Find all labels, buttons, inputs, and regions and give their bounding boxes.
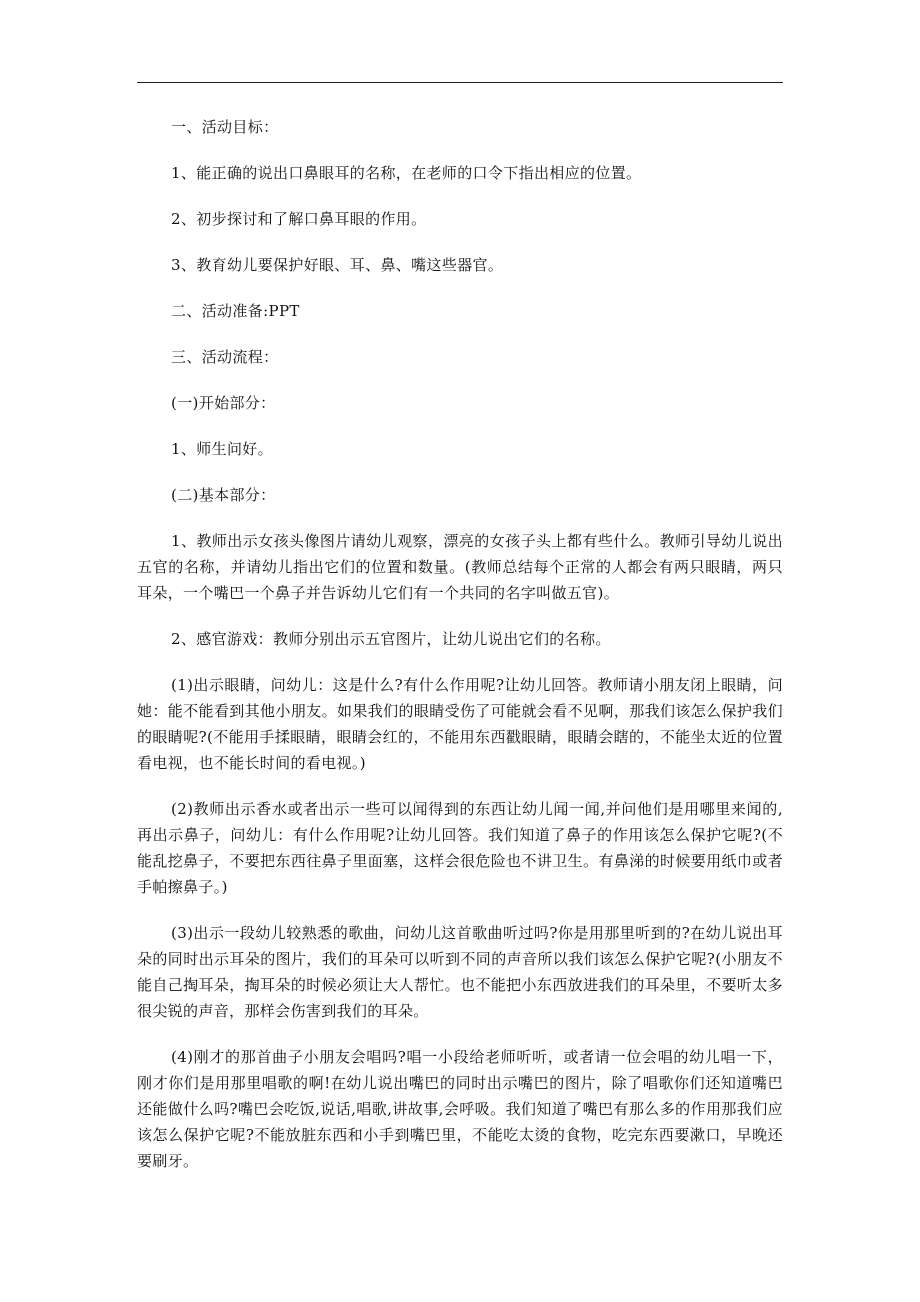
section-heading-objectives: 一、活动目标： — [171, 118, 279, 136]
section-heading-process: 三、活动流程： — [171, 348, 279, 366]
objective-item: 1、能正确的说出口鼻眼耳的名称，在老师的口令下指出相应的位置。 — [171, 164, 642, 182]
subsection-heading-basic: (二)基本部分： — [171, 486, 276, 504]
objective-item: 2、初步探讨和了解口鼻耳眼的作用。 — [171, 210, 427, 228]
process-paragraph-eyes: (1)出示眼睛，问幼儿：这是什么?有什么作用呢?让幼儿回答。教师请小朋友闭上眼睛，问她：能不能看到其他小朋友。如果我们的眼睛受伤了可能就会看不见啊，那我们该怎么保护我们的眼睛呢?(不能用手揉眼睛，眼睛会红的，不能用东西戳眼睛，眼睛会瞎的，不能坐太近的位置看电视，也不能长时间的看电视。) — [137, 676, 783, 772]
document-body — [137, 114, 783, 1194]
process-item: 2、感官游戏：教师分别出示五官图片，让幼儿说出它们的名称。 — [171, 630, 611, 648]
process-paragraph-nose: (2)教师出示香水或者出示一些可以闻得到的东西让幼儿闻一闻,并问他们是用哪里来闻的,再出示鼻子，问幼儿：有什么作用呢?让幼儿回答。我们知道了鼻子的作用该怎么保护它呢?(不能乱挖鼻子，不要把东西往鼻子里面塞，这样会很危险也不讲卫生。有鼻涕的时候要用纸巾或者手帕擦鼻子。) — [137, 800, 783, 896]
subsection-heading-opening: (一)开始部分： — [171, 394, 276, 412]
section-heading-preparation: 二、活动准备:PPT — [171, 302, 300, 320]
header-rule — [137, 82, 783, 83]
process-paragraph-ears: (3)出示一段幼儿较熟悉的歌曲，问幼儿这首歌曲听过吗?你是用那里听到的?在幼儿说出耳朵的同时出示耳朵的图片，我们的耳朵可以听到不同的声音所以我们该怎么保护它呢?(小朋友不能自己掏耳朵，掏耳朵的时候必须让大人帮忙。也不能把小东西放进我们的耳朵里，不要听太多很尖锐的声音，那样会伤害到我们的耳朵。 — [137, 924, 783, 1020]
process-item: 1、师生问好。 — [171, 440, 273, 458]
process-paragraph: 1、教师出示女孩头像图片请幼儿观察，漂亮的女孩子头上都有些什么。教师引导幼儿说出五官的名称，并请幼儿指出它们的位置和数量。(教师总结每个正常的人都会有两只眼睛，两只耳朵，一个嘴巴一个鼻子并告诉幼儿它们有一个共同的名字叫做五官)。 — [137, 532, 783, 602]
objective-item: 3、教育幼儿要保护好眼、耳、鼻、嘴这些器官。 — [171, 256, 504, 274]
process-paragraph-mouth: (4)刚才的那首曲子小朋友会唱吗?唱一小段给老师听听，或者请一位会唱的幼儿唱一下，刚才你们是用那里唱歌的啊!在幼儿说出嘴巴的同时出示嘴巴的图片，除了唱歌你们还知道嘴巴还能做什么吗?嘴巴会吃饭,说话,唱歌,讲故事,会呼吸。我们知道了嘴巴有那么多的作用那我们应该怎么保护它呢?不能放脏东西和小手到嘴巴里，不能吃太烫的食物，吃完东西要漱口，早晚还要刷牙。 — [137, 1048, 783, 1170]
